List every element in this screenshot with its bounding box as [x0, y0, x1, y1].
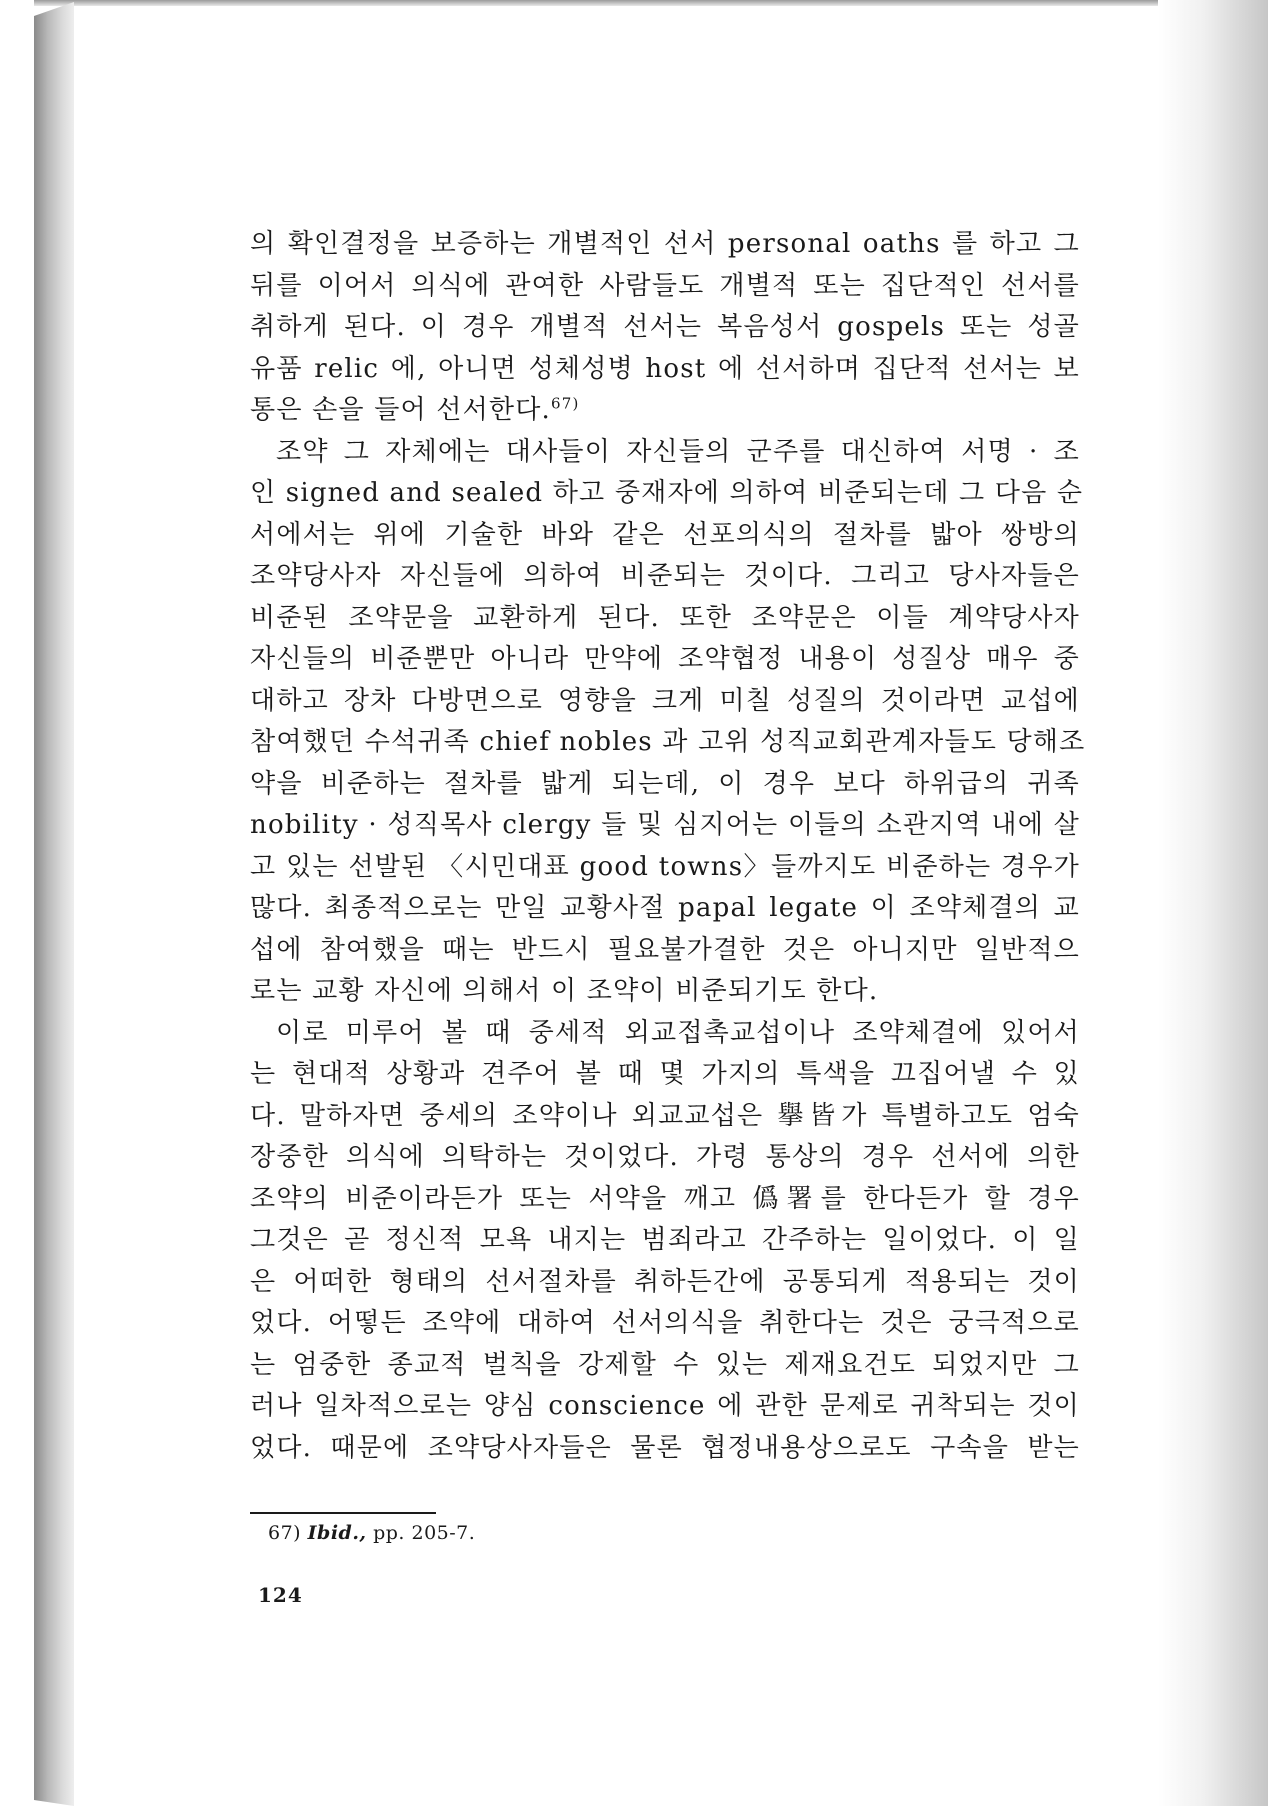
text-line: 로는 교황 자신에 의해서 이 조약이 비준되기도 한다. [250, 976, 879, 1006]
page-number: 124 [258, 1583, 303, 1607]
text-line: 었다. 어떻든 조약에 대하여 선서의식을 취한다는 것은 궁극적으로 [250, 1308, 1080, 1338]
body-text [250, 224, 1086, 1469]
text-line: 서에서는 위에 기술한 바와 같은 선포의식의 절차를 밟아 쌍방의 [250, 519, 1080, 550]
text-line: 은 어떠한 형태의 선서절차를 취하든간에 공통되게 적용되는 것이 [250, 1266, 1080, 1297]
text-line: 비준된 조약문을 교환하게 된다. 또한 조약문은 이들 계약당사자 [250, 602, 1080, 633]
text-line: 약을 비준하는 절차를 밟게 되는데, 이 경우 보다 하위급의 귀족 [250, 768, 1080, 799]
text-line: 인 signed and sealed 하고 중재자에 의하여 비준되는데 그 다음 순 [250, 478, 1084, 508]
text-line: 뒤를 이어서 의식에 관여한 사람들도 개별적 또는 집단적인 선서를 [250, 270, 1080, 301]
text-line: 의 확인결정을 보증하는 개별적인 선서 personal oaths 를 하고 그 [250, 229, 1080, 259]
text-line: 대하고 장차 다방면으로 영향을 크게 미칠 성질의 것이라면 교섭에 [250, 685, 1080, 716]
text-line: 었다. 때문에 조약당사자들은 물론 협정내용상으로도 구속을 받는 [250, 1432, 1080, 1463]
text-line: 많다. 최종적으로는 만일 교황사절 papal legate 이 조약체결의 교 [250, 893, 1080, 923]
text-line: 조약당사자 자신들에 의하여 비준되는 것이다. 그리고 당사자들은 [250, 561, 1080, 591]
footnote-pages: pp. 205-7. [373, 1522, 476, 1544]
text-line: 그것은 곧 정신적 모욕 내지는 범죄라고 간주하는 일이었다. 이 일 [250, 1225, 1080, 1255]
footnote-number: 67) [268, 1522, 302, 1544]
text-line-content: 통은 손을 들어 선서한다. [250, 395, 552, 425]
text-line: 이로 미루어 볼 때 중세적 외교접촉교섭이나 조약체결에 있어서 [276, 1017, 1080, 1048]
footnote [268, 1522, 475, 1544]
page-right-shadow [1158, 0, 1268, 1806]
book-left-edge [34, 2, 74, 1806]
text-line: 자신들의 비준뿐만 아니라 만약에 조약협정 내용이 성질상 매우 중 [250, 644, 1080, 674]
text-line: 섭에 참여했을 때는 반드시 필요불가결한 것은 아니지만 일반적으 [250, 934, 1080, 965]
footnote-ibid: Ibid., [307, 1522, 367, 1544]
text-line: 고 있는 선발된 〈시민대표 good towns〉들까지도 비준하는 경우가 [250, 851, 1080, 882]
text-line: 장중한 의식에 의탁하는 것이었다. 가령 통상의 경우 선서에 의한 [250, 1142, 1080, 1172]
text-line: 러나 일차적으로는 양심 conscience 에 관한 문제로 귀착되는 것이 [250, 1391, 1080, 1421]
text-line: 조약의 비준이라든가 또는 서약을 깨고 僞署를 한다든가 할 경우 [250, 1183, 1080, 1214]
footnote-reference: 67) [551, 394, 580, 413]
text-line [250, 390, 1080, 432]
text-line: 참여했던 수석귀족 chief nobles 과 고위 성직교회관계자들도 당해조 [250, 727, 1086, 757]
text-line: 유품 relic 에, 아니면 성체성병 host 에 선서하며 집단적 선서는 보 [250, 353, 1080, 384]
text-line: 다. 말하자면 중세의 조약이나 외교교섭은 擧皆가 특별하고도 엄숙 [250, 1100, 1080, 1131]
text-line: 취하게 된다. 이 경우 개별적 선서는 복음성서 gospels 또는 성골 [250, 312, 1080, 342]
text-line: 조약 그 자체에는 대사들이 자신들의 군주를 대신하여 서명 · 조 [276, 436, 1080, 467]
footnote-divider [250, 1512, 436, 1514]
text-line: nobility · 성직목사 clergy 들 및 심지어는 이들의 소관지역 내에 살 [250, 810, 1080, 840]
text-line: 는 현대적 상황과 견주어 볼 때 몇 가지의 특색을 끄집어낼 수 있 [250, 1059, 1080, 1089]
text-line: 는 엄중한 종교적 벌칙을 강제할 수 있는 제재요건도 되었지만 그 [250, 1349, 1080, 1380]
